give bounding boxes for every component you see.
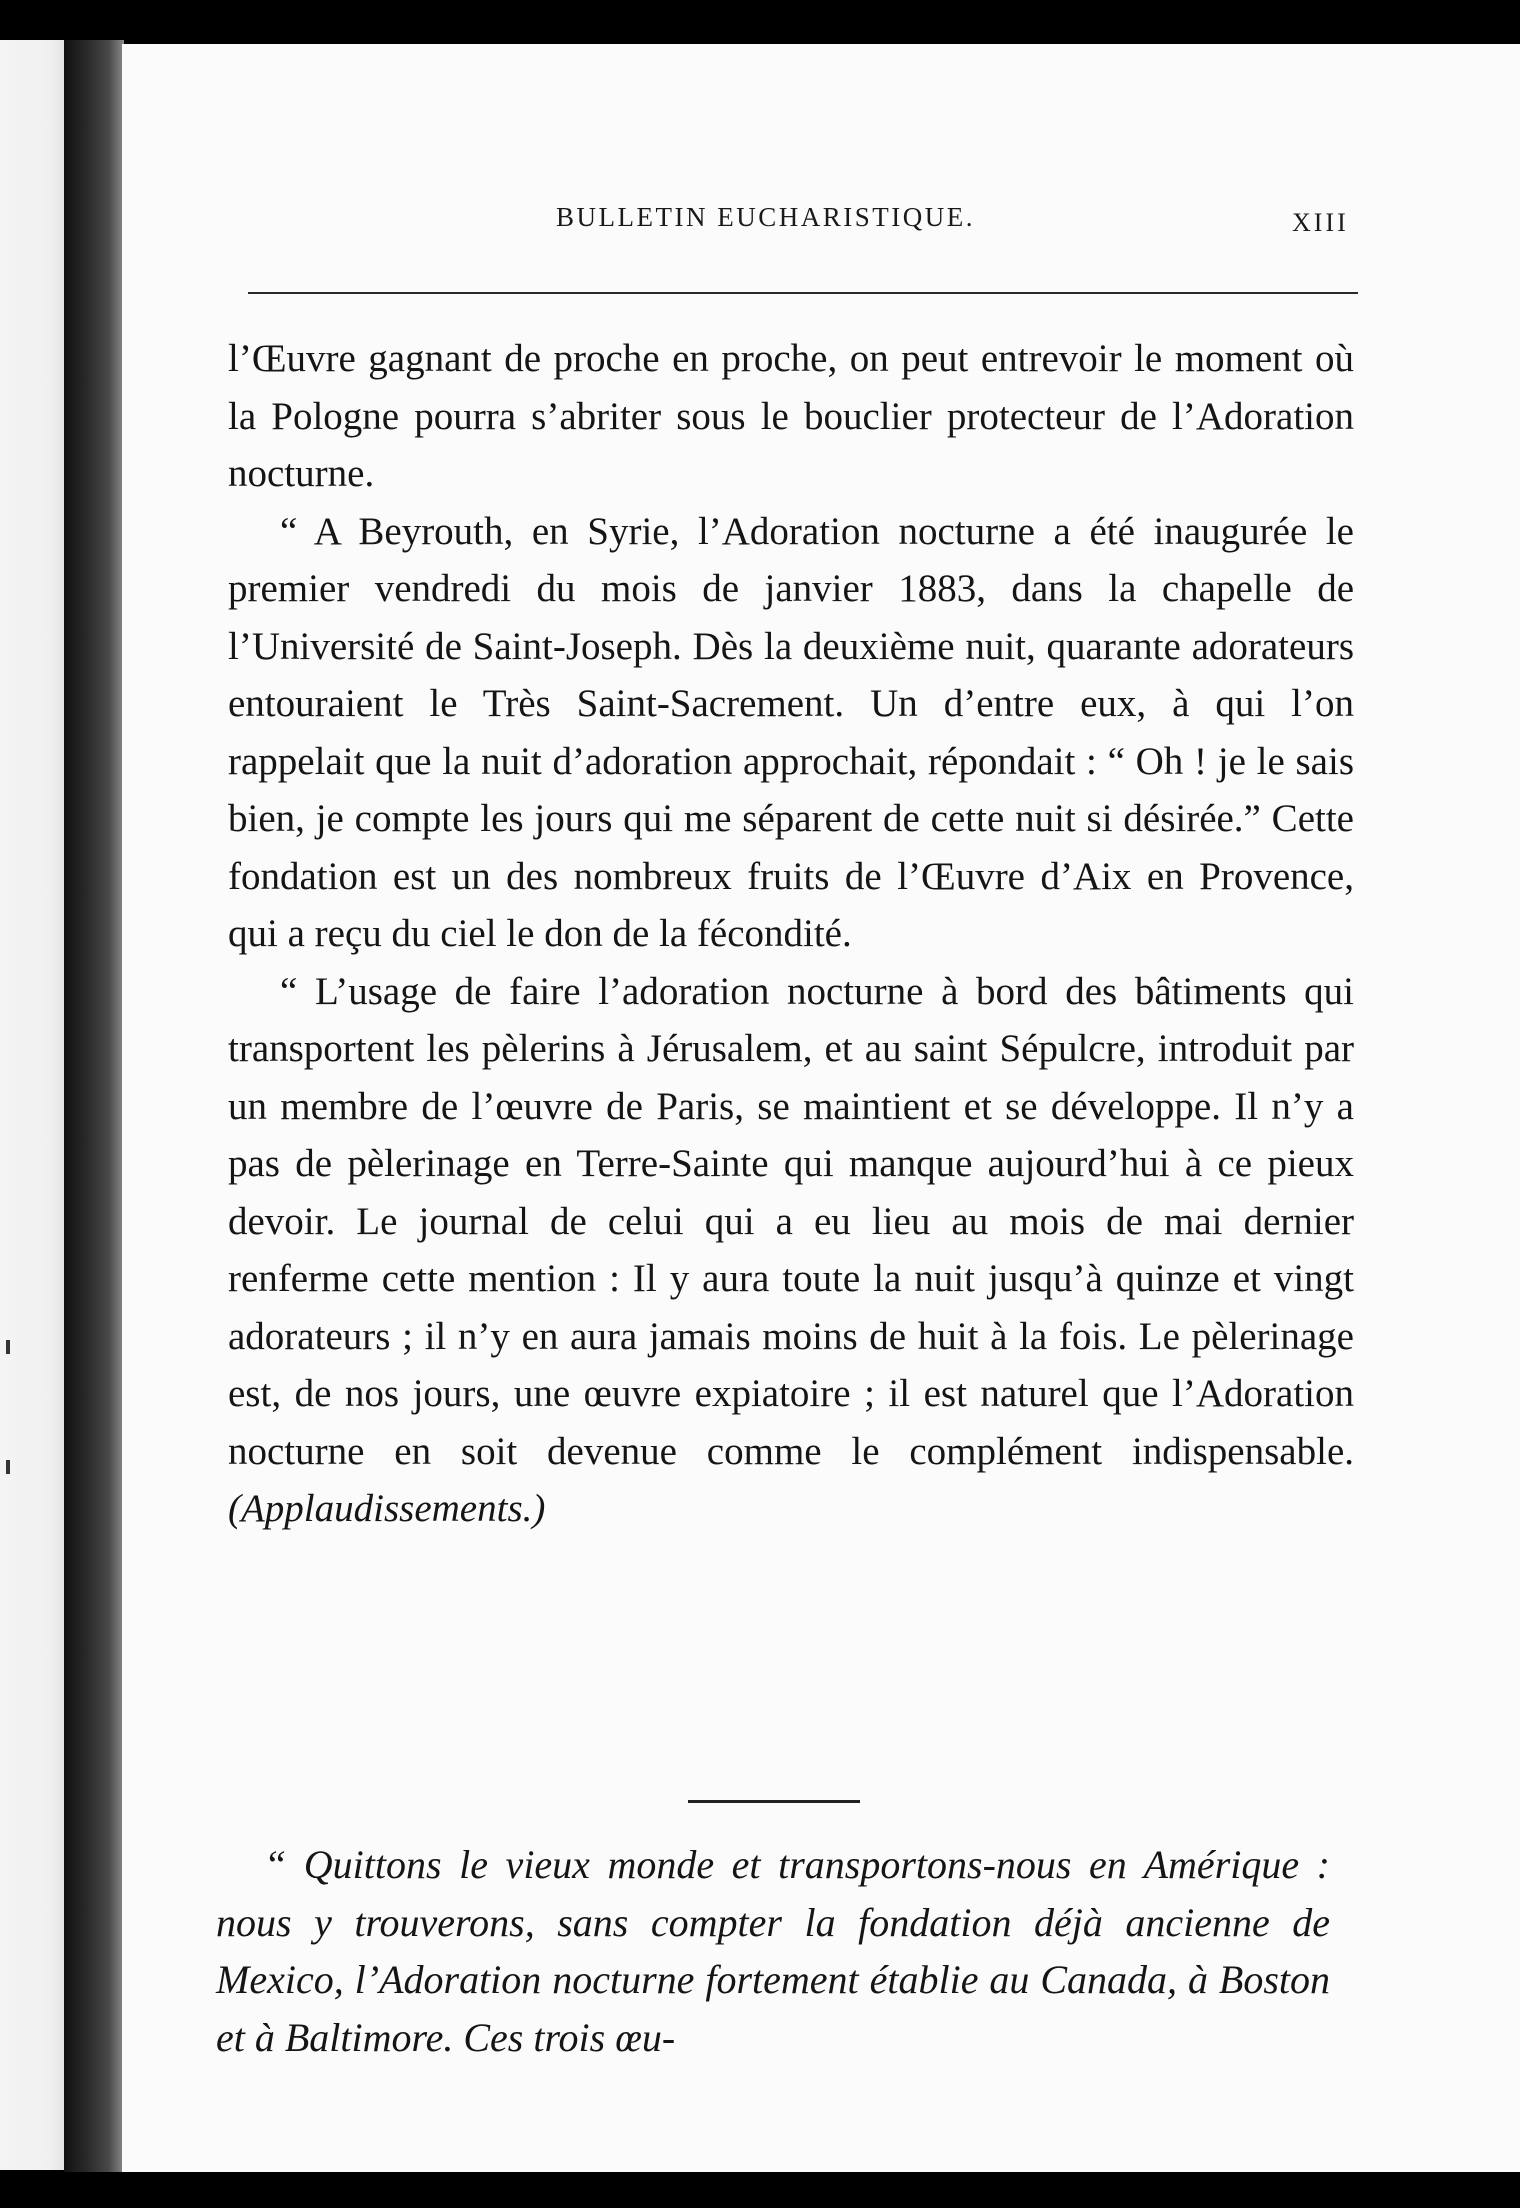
paragraph-3-text: “ L’usage de faire l’adoration nocturne à bord des bâtiments qui transportent les pèlerins à Jérusalem, et au saint Sépulcre, introduit par un membre de l’œuvre de Paris, se maintient et se développe. Il n’y a pas de pèlerinage en Terre-Sainte qui manque aujourd’hui à ce pieux devoir. Le journal de celui qui a eu lieu au mois de mai dernier renferme cette mention : Il y aura toute la nuit jusqu’à quinze et vingt adorateurs ; il n’y en aura jamais moins de huit à la fois. Le pèlerinage est, de nos jours, une œuvre expiatoire ; il est naturel que l’Adoration nocturne en soit devenue comme le complément indispensable. xyxy=(228,969,1354,1473)
applause-note: (Applaudissements.) xyxy=(228,1487,546,1530)
body-text xyxy=(228,330,1354,1538)
facing-page-mark xyxy=(6,1340,10,1354)
book-gutter-shadow xyxy=(64,40,124,2172)
facing-page-mark xyxy=(6,1460,10,1474)
paragraph-1: l’Œuvre gagnant de proche en proche, on peut entrevoir le moment où la Pologne pourra s’abriter sous le bouclier protecteur de l’Adoration nocturne. xyxy=(228,337,1354,495)
section-separator xyxy=(688,1800,860,1803)
paragraph-2: “ A Beyrouth, en Syrie, l’Adoration nocturne a été inaugurée le premier vendredi du mois de janvier 1883, dans la chapelle de l’Université de Saint-Joseph. Dès la deuxième nuit, quarante adorateurs entouraient le Très Saint-Sacrement. Un d’entre eux, à qui l’on rappelait que la nuit d’adoration approchait, répondait : “ Oh ! je le sais bien, je compte les jours qui me séparent de cette nuit si désirée.” Cette fondation est un des nombreux fruits de l’Œuvre d’Aix en Provence, qui a reçu du ciel le don de la fécondité. xyxy=(228,509,1354,955)
paragraph-3 xyxy=(228,963,1354,1538)
header-rule xyxy=(248,292,1358,294)
scan-border-top xyxy=(0,0,1520,48)
italic-paragraph: “ Quittons le vieux monde et transportons-nous en Amérique : nous y trouverons, sans compter la fondation déjà ancienne de Mexico, l’Adoration nocturne fortement établie au Canada, à Boston et à Baltimore. Ces trois œu- xyxy=(216,1842,1330,2060)
running-title: BULLETIN EUCHARISTIQUE. xyxy=(556,202,975,232)
italic-passage xyxy=(216,1836,1330,2066)
facing-page-edge xyxy=(0,40,72,2170)
page-number: XIII xyxy=(1292,208,1349,237)
scan-border-bottom xyxy=(0,2172,1520,2208)
